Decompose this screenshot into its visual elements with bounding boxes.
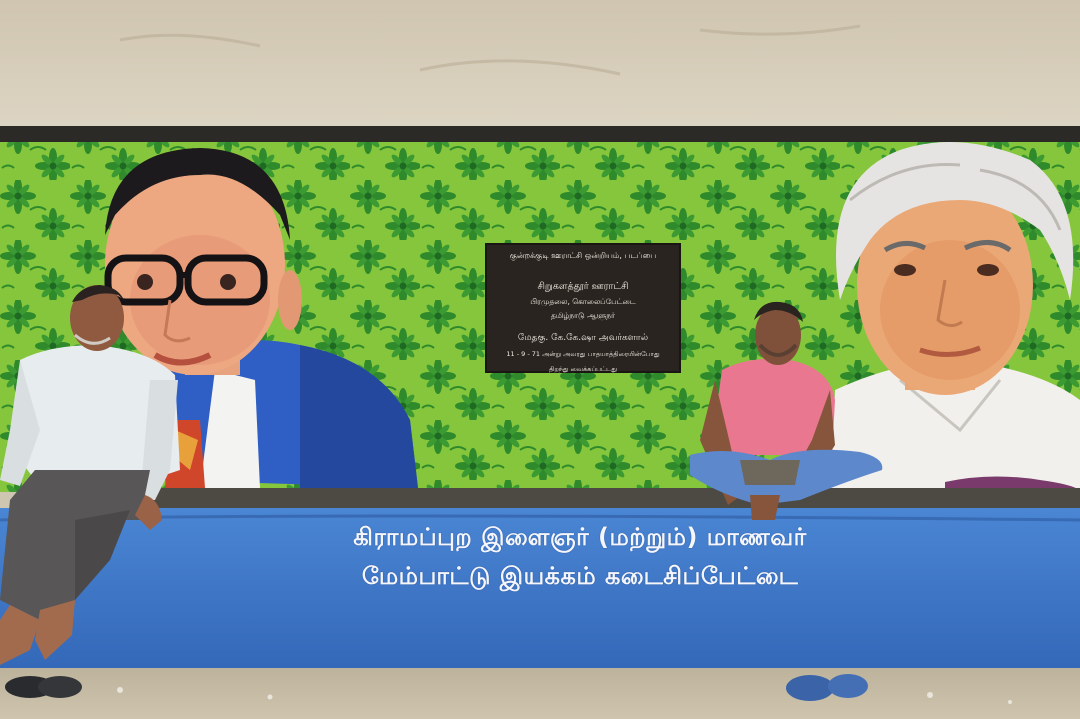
ledge-top: [40, 488, 1080, 510]
plaque-line-3: தமிழ்நாடு ஆளுநர்: [550, 311, 615, 320]
plaque-title: குன்றக்குடி ஊராட்சி ஒன்றியம், படப்பை: [509, 251, 657, 260]
plaque-village: சிறுகளத்தூர் ஊராட்சி: [537, 281, 629, 292]
ceiling-beam-edge: [0, 126, 1080, 142]
floor: [0, 668, 1080, 719]
inscription-plaque: [485, 243, 681, 373]
plaque-dignitary: மேதகு. கே.கே.ஷா அவர்களால்: [517, 333, 649, 343]
ledge-text-line-2: மேம்பாட்டு இயக்கம் கடைசிப்பேட்டை: [361, 562, 799, 590]
plaque-date: 11 - 9 - 71 அன்று அவரது பாதயாத்திரையின்போது: [506, 350, 660, 358]
plaque-closing: திறந்து வைக்கப்பட்டது: [549, 365, 617, 373]
sandals-left-pair: [5, 676, 82, 698]
plaque-line-2: பிரமுதலை, கொலைப்பேட்டை: [530, 297, 636, 306]
ceiling: [0, 0, 1080, 130]
ledge-text-line-1: கிராமப்புற இளைஞர் (மற்றும்) மாணவர்: [353, 523, 807, 551]
